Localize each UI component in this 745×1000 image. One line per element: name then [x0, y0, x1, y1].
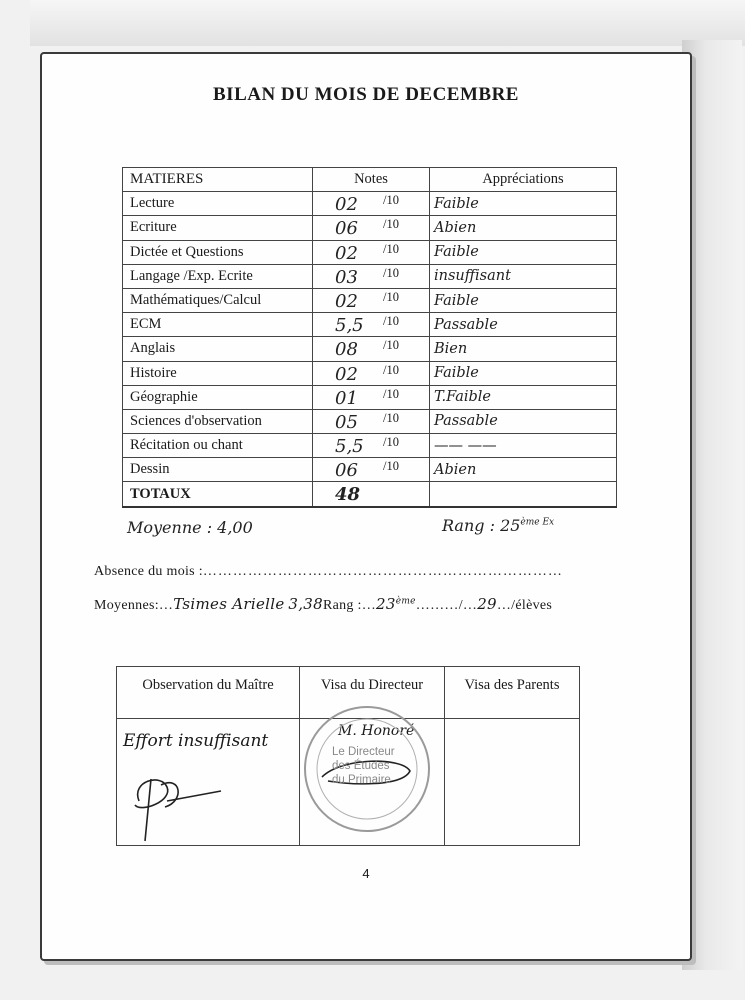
note-scale: /10: [383, 338, 399, 353]
subject-name: Ecriture: [123, 216, 313, 240]
note-cell: [313, 240, 430, 264]
header-matieres: MATIERES: [123, 168, 313, 192]
moyennes-label: Moyennes:…: [94, 598, 174, 613]
note-value: 06: [335, 218, 358, 240]
moyennes-rang-sup: ème: [395, 596, 416, 607]
note-value: 02: [335, 242, 358, 264]
moyenne-handwritten: Moyenne : 4,00: [127, 518, 253, 537]
moyennes-eleves-label: …/élèves: [496, 598, 553, 613]
note-value: 5,5: [335, 436, 364, 458]
absence-label: Absence du mois :: [94, 564, 203, 579]
grade-row: [123, 216, 617, 240]
observation-cell: [117, 719, 300, 846]
note-cell: [313, 216, 430, 240]
note-value: 03: [335, 266, 358, 288]
grades-table: [122, 167, 617, 508]
subject-name: Sciences d'observation: [123, 409, 313, 433]
rang-handwritten: Rang : $25^{ème Ex}$: [442, 516, 555, 535]
scan-shadow-top: [30, 0, 745, 46]
grade-row: [123, 385, 617, 409]
note-cell: [313, 313, 430, 337]
note-scale: /10: [383, 289, 399, 304]
note-scale: /10: [383, 410, 399, 425]
grade-row: [123, 288, 617, 312]
subject-name: ECM: [123, 313, 313, 337]
appreciation-value: Passable: [430, 313, 617, 337]
appreciation-value: —— ——: [430, 434, 617, 458]
grades-header-row: [123, 168, 617, 192]
subject-name: Dictée et Questions: [123, 240, 313, 264]
appreciation-value: Passable: [430, 409, 617, 433]
grade-row: [123, 240, 617, 264]
appreciation-value: Faible: [430, 361, 617, 385]
header-appreciations: Appréciations: [430, 168, 617, 192]
note-cell: [313, 458, 430, 482]
teacher-signature: [121, 761, 231, 847]
page-number: 4: [362, 866, 370, 881]
grade-row: [123, 313, 617, 337]
appreciation-value: Faible: [430, 240, 617, 264]
report-page: [40, 52, 692, 961]
moyennes-student-name: Tsimes Arielle: [173, 595, 285, 613]
visa-parents-header: Visa des Parents: [445, 667, 580, 719]
moyennes-value: 3,38: [288, 595, 323, 613]
note-cell: [313, 409, 430, 433]
note-value: 02: [335, 363, 358, 385]
note-scale: /10: [383, 435, 399, 450]
note-value: 02: [335, 194, 358, 216]
subject-name: Langage /Exp. Ecrite: [123, 264, 313, 288]
visa-table: [116, 666, 580, 846]
moyennes-eleves-count: 29: [477, 595, 497, 613]
note-scale: /10: [383, 217, 399, 232]
grade-row: [123, 361, 617, 385]
grade-row: [123, 434, 617, 458]
note-cell: [313, 434, 430, 458]
subject-name: Géographie: [123, 385, 313, 409]
note-scale: /10: [383, 193, 399, 208]
note-cell: [313, 288, 430, 312]
note-scale: /10: [383, 362, 399, 377]
subject-name: Histoire: [123, 361, 313, 385]
note-value: 05: [335, 411, 358, 433]
note-value: 02: [335, 290, 358, 312]
stamp-text: Le Directeur des Études du Primaire: [332, 746, 395, 786]
note-value: 01: [335, 387, 358, 409]
visa-directeur-cell: [300, 719, 445, 846]
observation-handwritten: Effort insuffisant: [123, 731, 269, 751]
visa-directeur-header: Visa du Directeur: [300, 667, 445, 719]
totals-row: [123, 482, 617, 507]
note-scale: /10: [383, 314, 399, 329]
note-cell: [313, 264, 430, 288]
note-scale: /10: [383, 386, 399, 401]
appreciation-value: Abien: [430, 216, 617, 240]
note-cell: [313, 192, 430, 216]
subject-name: Lecture: [123, 192, 313, 216]
grade-row: [123, 192, 617, 216]
totals-label: TOTAUX: [123, 482, 313, 507]
subject-name: Dessin: [123, 458, 313, 482]
note-scale: /10: [383, 241, 399, 256]
header-notes: Notes: [313, 168, 430, 192]
appreciation-value: Faible: [430, 288, 617, 312]
grade-row: [123, 458, 617, 482]
page-title: BILAN DU MOIS DE DECEMBRE: [213, 84, 519, 105]
grade-row: [123, 264, 617, 288]
subject-name: Anglais: [123, 337, 313, 361]
visa-parents-cell: [445, 719, 580, 846]
note-cell: [313, 385, 430, 409]
appreciation-value: Faible: [430, 192, 617, 216]
note-cell: [313, 361, 430, 385]
subject-name: Récitation ou chant: [123, 434, 313, 458]
moyennes-sep: ………/…: [415, 598, 478, 613]
note-value: 08: [335, 339, 358, 361]
note-scale: /10: [383, 265, 399, 280]
observation-header: Observation du Maître: [117, 667, 300, 719]
directeur-name-handwritten: M. Honoré: [338, 723, 415, 739]
note-cell: [313, 337, 430, 361]
absence-dots: ………………………………………………………………: [202, 564, 563, 579]
note-value: 5,5: [335, 315, 364, 337]
appreciation-value: Bien: [430, 337, 617, 361]
moyennes-rang-value: 23: [376, 595, 396, 613]
grade-row: [123, 337, 617, 361]
totals-value: 48: [335, 484, 361, 506]
grade-row: [123, 409, 617, 433]
moyennes-line: [94, 595, 552, 614]
note-scale: /10: [383, 459, 399, 474]
rang-suffix: ème Ex: [520, 517, 555, 528]
moyennes-rang-label: Rang :…: [322, 598, 377, 613]
appreciation-value: insuffisant: [430, 264, 617, 288]
absence-line: [94, 564, 563, 580]
subject-name: Mathématiques/Calcul: [123, 288, 313, 312]
note-value: 06: [335, 460, 358, 482]
appreciation-value: T.Faible: [430, 385, 617, 409]
appreciation-value: Abien: [430, 458, 617, 482]
